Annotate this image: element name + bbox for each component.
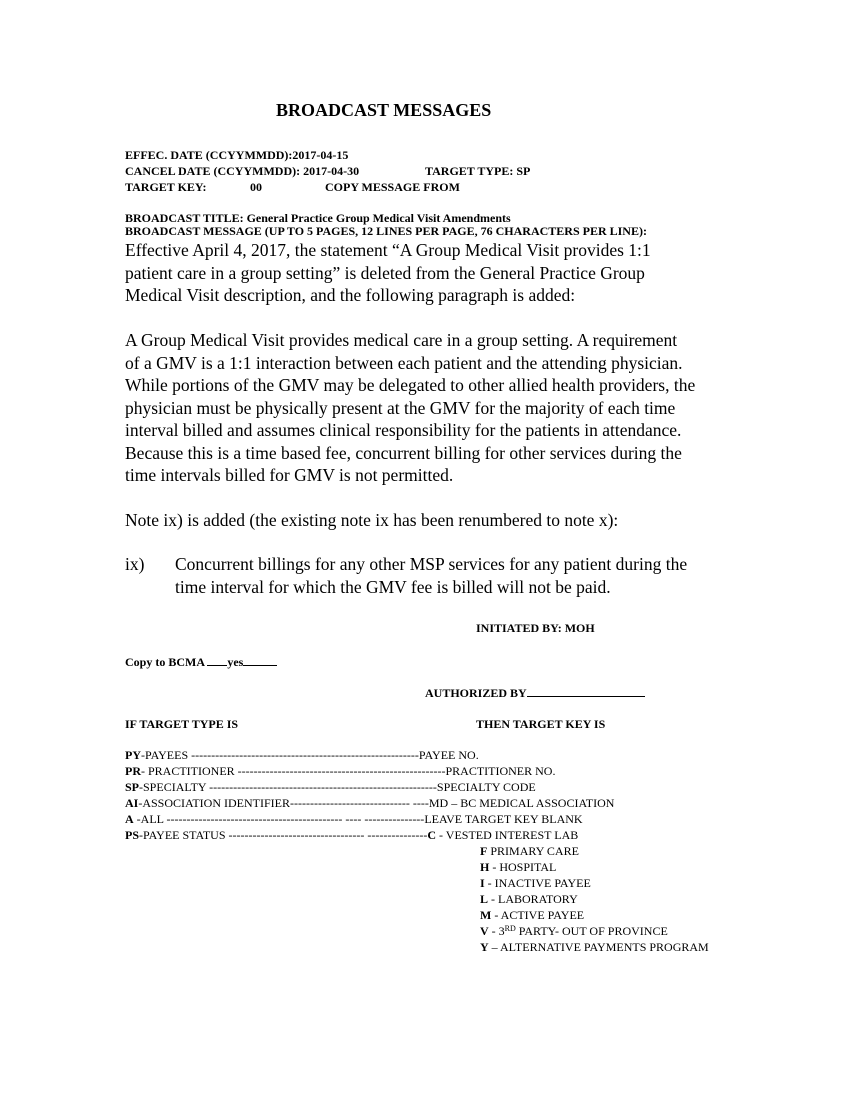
note-line: Concurrent billings for any other MSP services for any patient during the [175, 554, 688, 574]
target-type: TARGET TYPE: SP [425, 164, 531, 178]
initiated-by: INITIATED BY: MOH [476, 621, 595, 635]
paragraph-line: Because this is a time based fee, concurrent billing for other services during the [125, 442, 682, 463]
key-row-ai: AI-ASSOCIATION IDENTIFIER------------------------------ ----MD – BC MEDICAL ASSOCIATION [125, 796, 615, 810]
status-code-v: V - 3RD PARTY- OUT OF PROVINCE [480, 924, 668, 938]
key-row-sp: SP-SPECIALTY ---------------------------------------------------------SPECIALTY CODE [125, 780, 536, 794]
paragraph-line: Effective April 4, 2017, the statement “A Group Medical Visit provides 1:1 [125, 240, 651, 260]
broadcast-title: BROADCAST TITLE: General Practice Group Medical Visit Amendments [125, 211, 511, 225]
paragraph-line: physician must be physically present at the GMV for the majority of each time [125, 397, 676, 418]
blank-line [243, 653, 277, 666]
col-left-header: IF TARGET TYPE IS [125, 717, 239, 731]
message-paragraph-1 [125, 239, 765, 307]
copy-to-bcma [125, 653, 277, 670]
page-title: BROADCAST MESSAGES [276, 100, 492, 120]
paragraph-line: While portions of the GMV may be delegated to other allied health providers, the [125, 375, 696, 395]
copy-to-bcma-value: yes [227, 655, 244, 669]
note-line: time interval for which the GMV fee is billed will not be paid. [175, 576, 611, 597]
paragraph-line: patient care in a group setting” is deleted from the General Practice Group [125, 262, 645, 283]
authorized-by-label: AUTHORIZED BY [425, 686, 527, 700]
paragraph-line: interval billed and assumes clinical responsibility for the patients in attendance. [125, 420, 682, 440]
broadcast-message-label: BROADCAST MESSAGE (UP TO 5 PAGES, 12 LINES PER PAGE, 76 CHARACTERS PER LINE): [125, 224, 647, 238]
note-label: ix) [125, 554, 145, 574]
status-code-l: L - LABORATORY [480, 892, 578, 906]
signature-line [527, 684, 645, 697]
blank-line [207, 653, 227, 666]
copy-message-from: COPY MESSAGE FROM [325, 180, 460, 194]
status-code-i: I - INACTIVE PAYEE [480, 876, 591, 890]
effective-date: EFFEC. DATE (CCYYMMDD):2017-04-15 [125, 148, 349, 162]
message-paragraph-2 [125, 329, 765, 487]
cancel-date: CANCEL DATE (CCYYMMDD): 2017-04-30 [125, 164, 360, 178]
target-key-label: TARGET KEY: [125, 180, 207, 194]
key-row-pr: PR- PRACTITIONER ----------------------------------------------------PRACTITIONER NO. [125, 764, 556, 778]
paragraph-line: time intervals billed for GMV is not permitted. [125, 465, 454, 485]
message-paragraph-3 [125, 509, 765, 532]
target-key-value: 00 [250, 180, 262, 194]
authorized-by [425, 684, 645, 701]
note-text [175, 553, 775, 598]
paragraph-line: Note ix) is added (the existing note ix has been renumbered to note x): [125, 510, 619, 530]
col-right-header: THEN TARGET KEY IS [476, 717, 606, 731]
key-row-a: A -ALL -------------------------------------------- ---- ---------------LEAVE TARGET KEY BLANK [125, 812, 583, 826]
status-code-h: H - HOSPITAL [480, 860, 557, 874]
paragraph-line: A Group Medical Visit provides medical care in a group setting. A requirement [125, 330, 678, 350]
status-code-f: F PRIMARY CARE [480, 844, 579, 858]
paragraph-line: of a GMV is a 1:1 interaction between each patient and the attending physician. [125, 352, 683, 373]
key-row-py: PY-PAYEES ---------------------------------------------------------PAYEE NO. [125, 748, 479, 762]
key-row-ps: PS-PAYEE STATUS ---------------------------------- ---------------C - VESTED INTEREST LAB [125, 828, 579, 842]
copy-to-bcma-label: Copy to BCMA [125, 655, 208, 669]
status-code-m: M - ACTIVE PAYEE [480, 908, 585, 922]
status-code-y: Y – ALTERNATIVE PAYMENTS PROGRAM [480, 940, 709, 954]
paragraph-line: Medical Visit description, and the following paragraph is added: [125, 285, 576, 305]
